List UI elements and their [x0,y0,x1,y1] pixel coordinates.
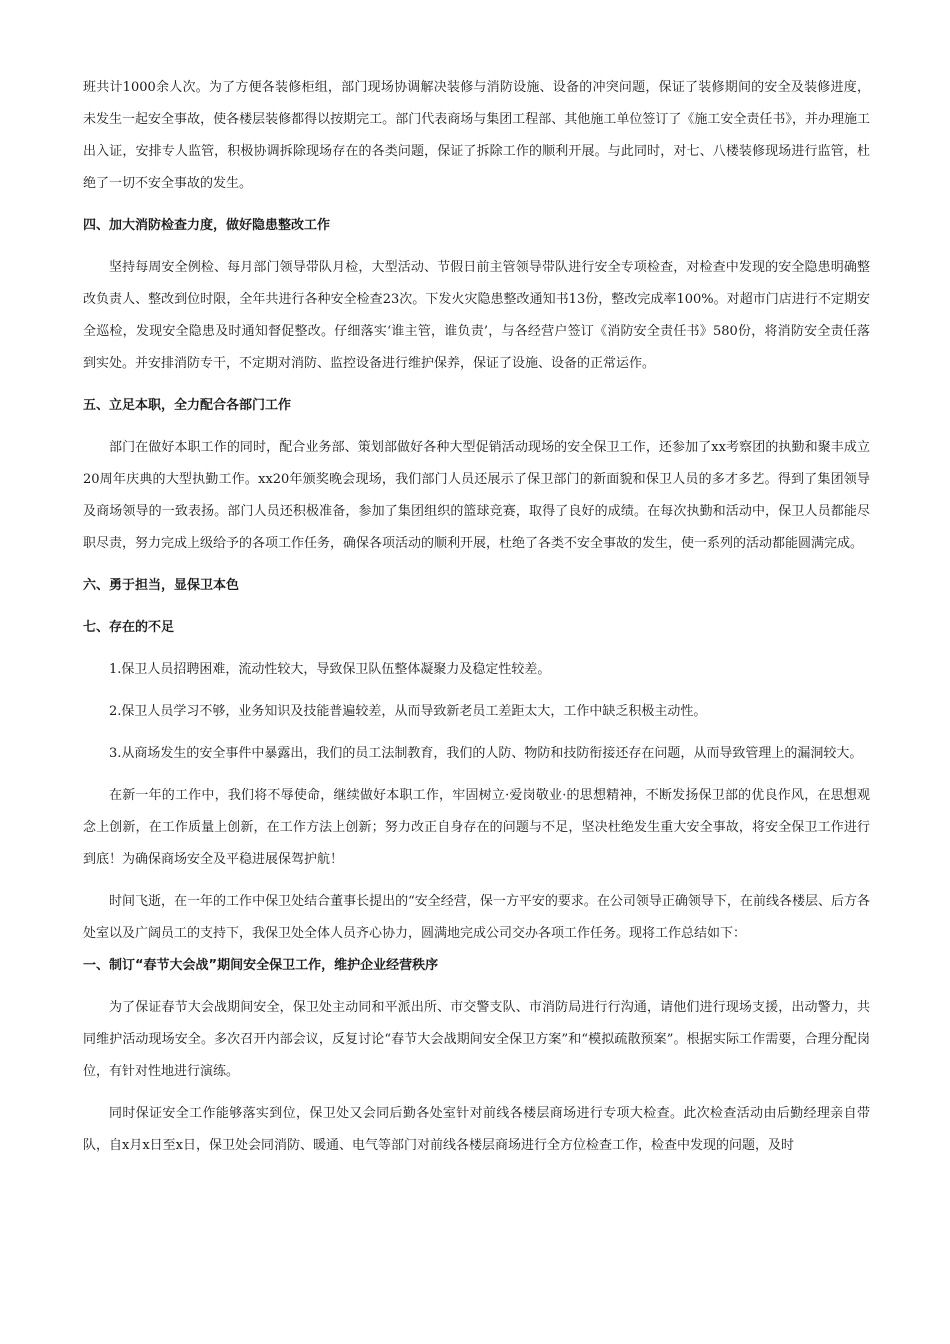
document-page [83,72,870,1162]
shortcoming-item-3: 3.从商场发生的安全事件中暴露出，我们的员工法制教育，我们的人防、物防和技防衔接还存在问题，从而导致管理上的漏洞较大。 [109,746,863,761]
outlook-paragraph: 在新一年的工作中，我们将不辱使命，继续做好本职工作，牢固树立·爱岗敬业·的思想精神，不断发扬保卫部的优良作风，在思想观念上创新，在工作质量上创新，在工作方法上创新；努力改正自身存在的问题与不足，坚决杜绝发生重大安全事故，将安全保卫工作进行到底！为确保商场安全及平稳进展保驾护航！ [83,788,870,867]
section-6-heading: 六、勇于担当，显保卫本色 [83,578,240,593]
intro-continuation-paragraph: 班共计1000余人次。为了方便各装修柜组，部门现场协调解决装修与消防设施、设备的冲突问题，保证了装修期间的安全及装修进度，未发生一起安全事故，使各楼层装修都得以按期完工。部门代表商场与集团工程部、其他施工单位签订了《施工安全责任书》，并办理施工出入证，安排专人监管，积极协调拆除现场存在的各类问题，保证了拆除工作的顺利开展。与此同时，对七、八楼装修现场进行监管，杜绝了一切不安全事故的发生。 [83,80,870,191]
section-4-paragraph: 坚持每周安全例检、每月部门领导带队月检，大型活动、节假日前主管领导带队进行安全专项检查，对检查中发现的安全隐患明确整改负责人、整改到位时限，全年共进行各种安全检查23次。下发火灾隐患整改通知书13份，整改完成率100%。对超市门店进行不定期安全巡检，发现安全隐患及时通知督促整改。仔细落实‘谁主管，谁负责’，与各经营户签订《消防安全责任书》580份，将消防安全责任落到实处。并安排消防专干，不定期对消防、监控设备进行维护保养，保证了设施、设备的正常运作。 [83,260,870,371]
section-1-paragraph-1: 为了保证春节大会战期间安全，保卫处主动同和平派出所、市交警支队、市消防局进行行沟通，请他们进行现场支援，出动警力，共同维护活动现场安全。多次召开内部会议，反复讨论“春节大会战期间安全保卫方案”和“模拟疏散预案”。根据实际工作需要，合理分配岗位，有针对性地进行演练。 [83,1000,870,1079]
shortcoming-item-1: 1.保卫人员招聘困难，流动性较大，导致保卫队伍整体凝聚力及稳定性较差。 [109,662,551,677]
section-1-paragraph-2: 同时保证安全工作能够落实到位，保卫处又会同后勤各处室针对前线各楼层商场进行专项大检查。此次检查活动由后勤经理亲自带队，自x月x日至x日，保卫处会同消防、暖通、电气等部门对前线各楼层商场进行全方位检查工作，检查中发现的问题，及时 [83,1106,870,1153]
second-intro-paragraph: 时间飞逝，在一年的工作中保卫处结合董事长提出的“安全经营，保一方平安的要求。在公司领导正确领导下，在前线各楼层、后方各处室以及广阔员工的支持下，我保卫处全体人员齐心协力，圆满地完成公司交办各项工作任务。现将工作总结如下： [83,894,870,941]
section-5-paragraph: 部门在做好本职工作的同时，配合业务部、策划部做好各种大型促销活动现场的安全保卫工作，还参加了xx考察团的执勤和聚丰成立20周年庆典的大型执勤工作。xx20年颁奖晚会现场，我们部门人员还展示了保卫部门的新面貌和保卫人员的多才多艺。得到了集团领导及商场领导的一致表扬。部门人员还积极准备，参加了集团组织的篮球竞赛，取得了良好的成绩。在每次执勤和活动中，保卫人员都能尽职尽责，努力完成上级给予的各项工作任务，确保各项活动的顺利开展，杜绝了各类不安全事故的发生，使一系列的活动都能圆满完成。 [83,440,870,551]
section-7-heading: 七、存在的不足 [83,620,175,635]
section-5-heading: 五、立足本职，全力配合各部门工作 [83,398,292,413]
shortcoming-item-2: 2.保卫人员学习不够，业务知识及技能普遍较差，从而导致新老员工差距太大，工作中缺乏积极主动性。 [109,704,707,719]
section-4-heading: 四、加大消防检查力度，做好隐患整改工作 [83,218,331,233]
section-1-heading: 一、制订“春节大会战”期间安全保卫工作，维护企业经营秩序 [83,958,439,973]
